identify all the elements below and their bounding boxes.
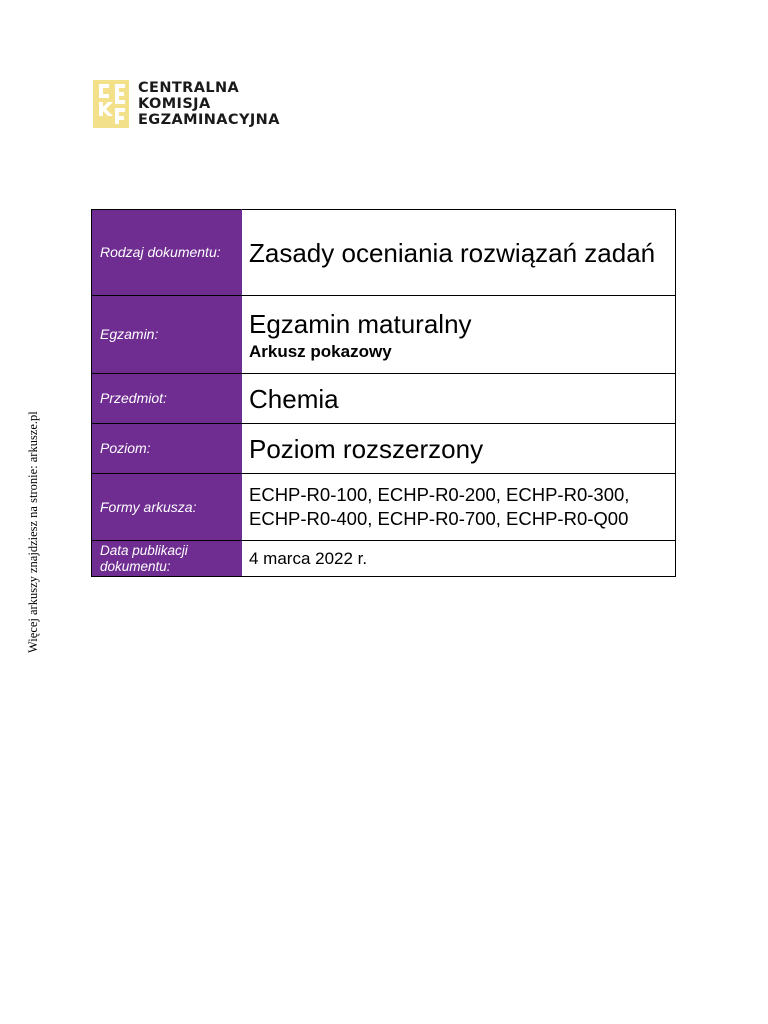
- table-row: [92, 474, 676, 541]
- row-value: [242, 210, 676, 296]
- row-label: Egzamin:: [92, 296, 242, 374]
- row-label: Poziom:: [92, 424, 242, 474]
- logo-line-1: CENTRALNA: [138, 80, 240, 96]
- sheet-forms-value: ECHP-R0-100, ECHP-R0-200, ECHP-R0-300, ECHP-R0-400, ECHP-R0-700, ECHP-R0-Q00: [249, 484, 630, 529]
- cke-logo-text: [138, 80, 280, 128]
- row-value: [242, 474, 676, 541]
- row-label: Przedmiot:: [92, 374, 242, 424]
- table-row: [92, 296, 676, 374]
- logo-line-2: KOMISJA: [138, 96, 211, 112]
- row-value: [242, 541, 676, 577]
- row-label: Rodzaj dokumentu:: [92, 210, 242, 296]
- document-info-table: [91, 209, 676, 577]
- row-value: [242, 374, 676, 424]
- table-row: [92, 374, 676, 424]
- row-label: Formy arkusza:: [92, 474, 242, 541]
- cke-logo-mark: [93, 80, 129, 128]
- table-row: [92, 210, 676, 296]
- table-row: [92, 541, 676, 577]
- level-value: Poziom rozszerzony: [249, 433, 484, 464]
- row-label: Data publikacji dokumentu:: [92, 541, 242, 577]
- logo-line-3: EGZAMINACYJNA: [138, 112, 280, 128]
- cke-logo: [93, 80, 280, 128]
- exam-value: Egzamin maturalny: [249, 308, 472, 339]
- row-value: [242, 424, 676, 474]
- document-type-value: Zasady oceniania rozwiązań zadań: [249, 237, 656, 268]
- side-note: Więcej arkuszy znajdziesz na stronie: arkusze.pl: [26, 411, 40, 653]
- subject-value: Chemia: [249, 383, 339, 414]
- exam-subvalue: Arkusz pokazowy: [249, 341, 392, 361]
- publication-date-value: 4 marca 2022 r.: [249, 548, 368, 568]
- row-value: [242, 296, 676, 374]
- table-row: [92, 424, 676, 474]
